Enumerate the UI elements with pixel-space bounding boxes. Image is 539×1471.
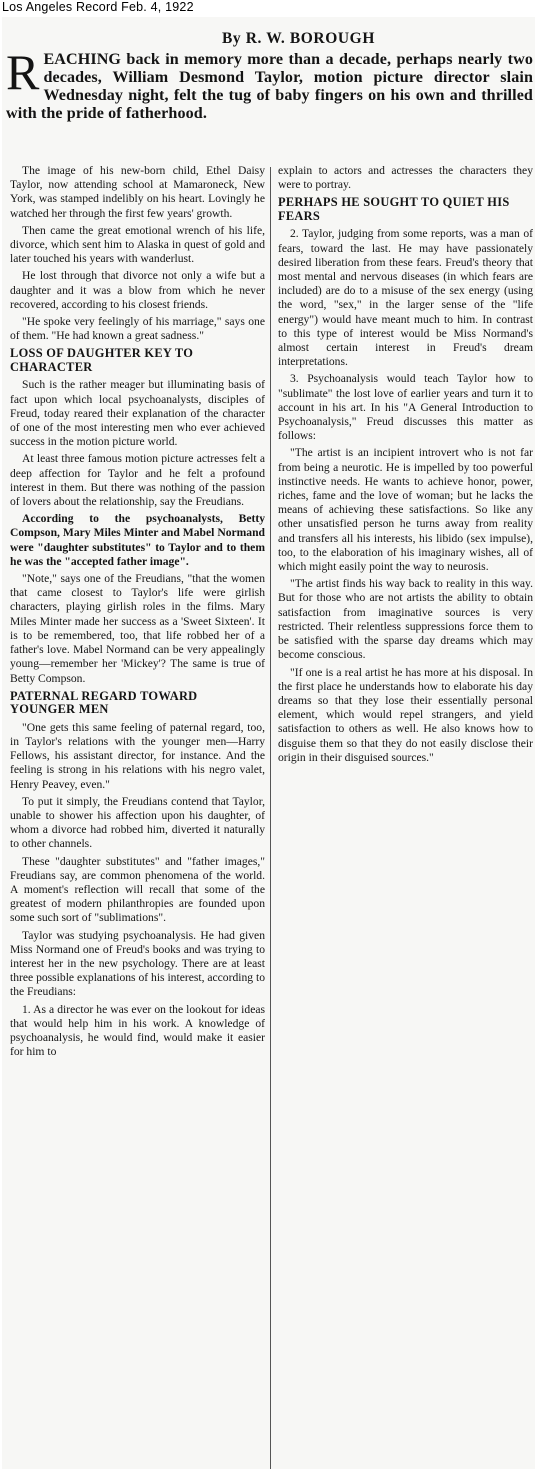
subheading: LOSS OF DAUGHTER KEY TO CHARACTER <box>10 346 194 374</box>
lead-text: EACHING back in memory more than a decade, perhaps nearly two decades, William Desmond Taylor, motion picture director slain Wednesday night, felt the tug of baby fingers on his own and thrilled with the pride of fatherhood. <box>6 51 533 122</box>
right-column <box>278 164 533 1104</box>
newspaper-clipping <box>2 17 535 1469</box>
paragraph: At least three famous motion picture actresses felt a deep affection for Taylor and he felt a profound interest in them. But there was nothing of the passion of lovers about the relationship, say the Freudians. <box>10 452 265 509</box>
paragraph: The image of his new-born child, Ethel Daisy Taylor, now attending school at Mamaroneck, New York, was stamped indelibly on his heart. Lovingly he watched her through the first few years' growth. <box>10 164 265 220</box>
paragraph: 1. As a director he was ever on the lookout for ideas that would help him in his work. A knowledge of psychoanalysis, he would find, would make it easier for him to <box>10 1002 265 1059</box>
paragraph: "Note," says one of the Freudians, "that the women that came closest to Taylor's life were girlish characters, playing girlish roles in the films. Mary Miles Minter made her success as a 'Sweet Sixteen'. It is to be remembered, too, that life robbed her of a father's love. Mabel Normand can be very appealingly young—remember her 'Mickey'? The same is true of Betty Compson. <box>10 572 265 685</box>
paragraph: "He spoke very feelingly of his marriage," says one of them. "He had known a great sadness." <box>10 315 265 343</box>
paragraph: Taylor was studying psychoanalysis. He had given Miss Normand one of Freud's books and was trying to interest her in the new psychology. There are at least three possible explanations of his interest, according to the Freudians: <box>10 928 265 999</box>
lead-paragraph <box>6 44 533 161</box>
subheading: PATERNAL REGARD TOWARD YOUNGER MEN <box>10 688 198 717</box>
paragraph: 2. Taylor, judging from some reports, was a man of fears, toward the last. He may have passionately desired liberation from these fears. Freud's theory that most mental and nervous diseases (in which fears are included) are do to a misuse of the sex energy (using the word, "sex," in the larger sense of the "life energy") would have meant much to him. In contrast to this type of interest would be Miss Normand's almost certain interest in Freud's dream interpretations. <box>278 227 533 369</box>
paragraph: 3. Psychoanalysis would teach Taylor how to "sublimate" the lost love of earlier years and turn it to account in his art. In his "A General Introduction to Psychoanalysis," Freud discusses this matter as follows: <box>278 372 533 443</box>
paragraph: According to the psychoanalysts, Betty Compson, Mary Miles Minter and Mabel Normand were "daughter substitutes" to Taylor and to them he was the "accepted father image". <box>10 512 265 568</box>
paragraph: Then came the great emotional wrench of his life, divorce, which sent him to Alaska in quest of gold and later touched his years with wanderlust. <box>10 223 265 266</box>
paragraph: Such is the rather meager but illuminating basis of fact upon which local psychoanalysts, disciples of Freud, today reared their explanation of the character of one of the most interesting men who ever achieved success in the motion picture world. <box>10 378 265 449</box>
paragraph: "The artist finds his way back to reality in this way. But for those who are not artists the ability to obtain satisfaction from imaginative sources is very restricted. Their relentless suppressions force them to be satisfied with the sparse day dreams which may become conscious. <box>278 577 533 662</box>
byline: By R. W. BOROUGH <box>221 30 375 47</box>
paragraph: He lost through that divorce not only a wife but a daughter and it was a blow from which he never recovered, according to his closest friends. <box>10 269 265 311</box>
subheading: PERHAPS HE SOUGHT TO QUIET HIS FEARS <box>278 195 510 223</box>
paragraph: These "daughter substitutes" and "father images," Freudians say, are common phenomena of the world. A moment's reflection will recall that some of the greatest of modern philanthropies are founded upon some such sort of "sublimations". <box>10 854 265 925</box>
source-caption: Los Angeles Record Feb. 4, 1922 <box>2 0 194 14</box>
paragraph: To put it simply, the Freudians contend that Taylor, unable to shower his affection upon his daughter, of whom a divorce had robbed him, diverted it naturally to other channels. <box>10 794 265 851</box>
drop-cap: R <box>6 44 40 100</box>
left-column <box>10 164 265 1464</box>
paragraph: "One gets this same feeling of paternal regard, too, in Taylor's relations with the younger men—Harry Fellows, his assistant director, for instance. And the feeling is strong in his relations with his negro valet, Henry Peavey, even." <box>10 720 265 791</box>
paragraph: explain to actors and actresses the characters they were to portray. <box>278 164 533 192</box>
paragraph: "The artist is an incipient introvert who is not far from being a neurotic. He is impelled by too powerful instinctive needs. He wants to achieve honor, power, riches, fame and the love of woman; but he lacks the means of achieving these satisfactions. So like any other unsatisfied person he turns away from reality and transfers all his interests, his libido (sex impulse), too, to the elaboration of his imaginary wishes, all of which might easily point the way to neurosis. <box>278 446 533 574</box>
paragraph: "If one is a real artist he has more at his disposal. In the first place he understands how to elaborate his day dreams so that they lose their essentially personal element, which would repel strangers, and yield satisfaction to others as well. He also knows how to disguise them so that they do not easily disclose their origin in their disguised sources." <box>278 665 533 764</box>
column-rule <box>270 167 271 1469</box>
